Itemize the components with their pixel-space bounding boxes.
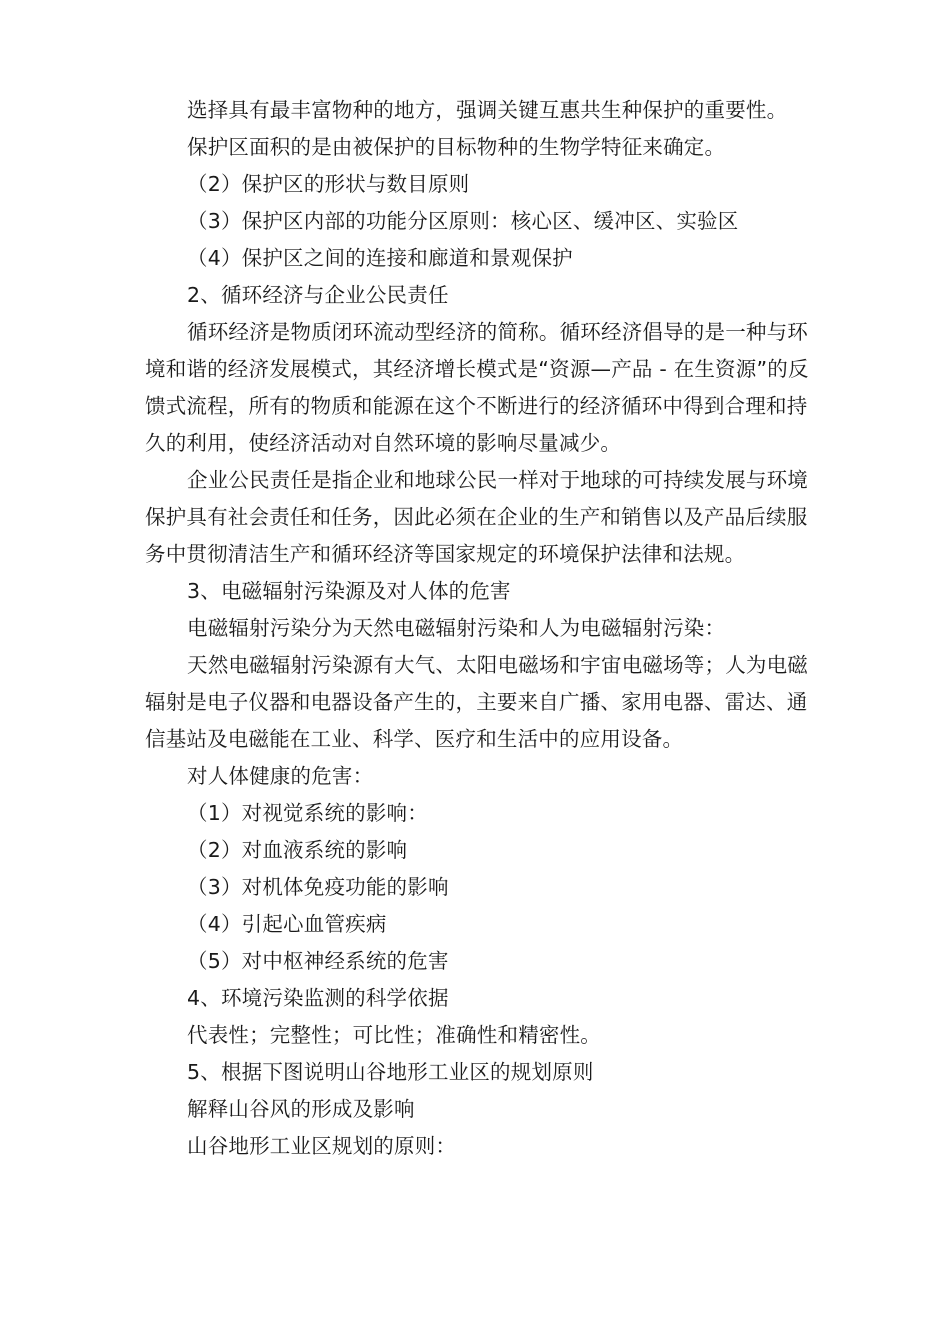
paragraph-valley-wind: 解释山谷风的形成及影响 bbox=[187, 1097, 415, 1121]
list-item-immune-function: （3）对机体免疫功能的影响 bbox=[187, 875, 449, 899]
section-heading-em-radiation: 3、电磁辐射污染源及对人体的危害 bbox=[187, 579, 511, 603]
paragraph-reserve-area: 保护区面积的是由被保护的目标物种的生物学特征来确定。 bbox=[187, 135, 726, 159]
list-item-blood-system: （2）对血液系统的影响 bbox=[187, 838, 408, 862]
paragraph-valley-principles: 山谷地形工业区规划的原则： bbox=[187, 1134, 457, 1158]
list-item-corridors: （4）保护区之间的连接和廊道和景观保护 bbox=[187, 246, 573, 270]
paragraph-species-richness: 选择具有最丰富物种的地方，强调关键互惠共生种保护的重要性。 bbox=[187, 98, 788, 122]
section-heading-monitoring-basis: 4、环境污染监测的科学依据 bbox=[187, 986, 449, 1010]
list-item-shape-number: （2）保护区的形状与数目原则 bbox=[187, 172, 470, 196]
paragraph-circular-economy: 循环经济是物质闭环流动型经济的简称。循环经济倡导的是一种与环境和谐的经济发展模式，其经济增长模式是“资源—产品 - 在生资源”的反馈式流程，所有的物质和能源在这个不断进行的经济循环中得到合理和持久的利用，使经济活动对自然环境的影响尽量减少。 bbox=[145, 320, 809, 455]
section-heading-valley-planning: 5、根据下图说明山谷地形工业区的规划原则 bbox=[187, 1060, 594, 1084]
paragraph-em-sources: 天然电磁辐射污染源有大气、太阳电磁场和宇宙电磁场等；人为电磁辐射是电子仪器和电器设备产生的，主要来自广播、家用电器、雷达、通信基站及电磁能在工业、科学、医疗和生活中的应用设备。 bbox=[145, 653, 808, 751]
paragraph-em-types: 电磁辐射污染分为天然电磁辐射污染和人为电磁辐射污染： bbox=[187, 616, 726, 640]
list-item-cardiovascular: （4）引起心血管疾病 bbox=[187, 912, 387, 936]
paragraph-health-hazards: 对人体健康的危害： bbox=[187, 764, 374, 788]
list-item-nervous-system: （5）对中枢神经系统的危害 bbox=[187, 949, 449, 973]
list-item-zoning: （3）保护区内部的功能分区原则：核心区、缓冲区、实验区 bbox=[187, 209, 739, 233]
paragraph-monitoring-criteria: 代表性；完整性；可比性；准确性和精密性。 bbox=[187, 1023, 601, 1047]
list-item-visual-system: （1）对视觉系统的影响： bbox=[187, 801, 428, 825]
paragraph-corporate-citizenship: 企业公民责任是指企业和地球公民一样对于地球的可持续发展与环境保护具有社会责任和任务，因此必须在企业的生产和销售以及产品后续服务中贯彻清洁生产和循环经济等国家规定的环境保护法律和法规。 bbox=[145, 468, 808, 566]
document-body bbox=[145, 92, 810, 1165]
section-heading-circular-economy: 2、循环经济与企业公民责任 bbox=[187, 283, 449, 307]
